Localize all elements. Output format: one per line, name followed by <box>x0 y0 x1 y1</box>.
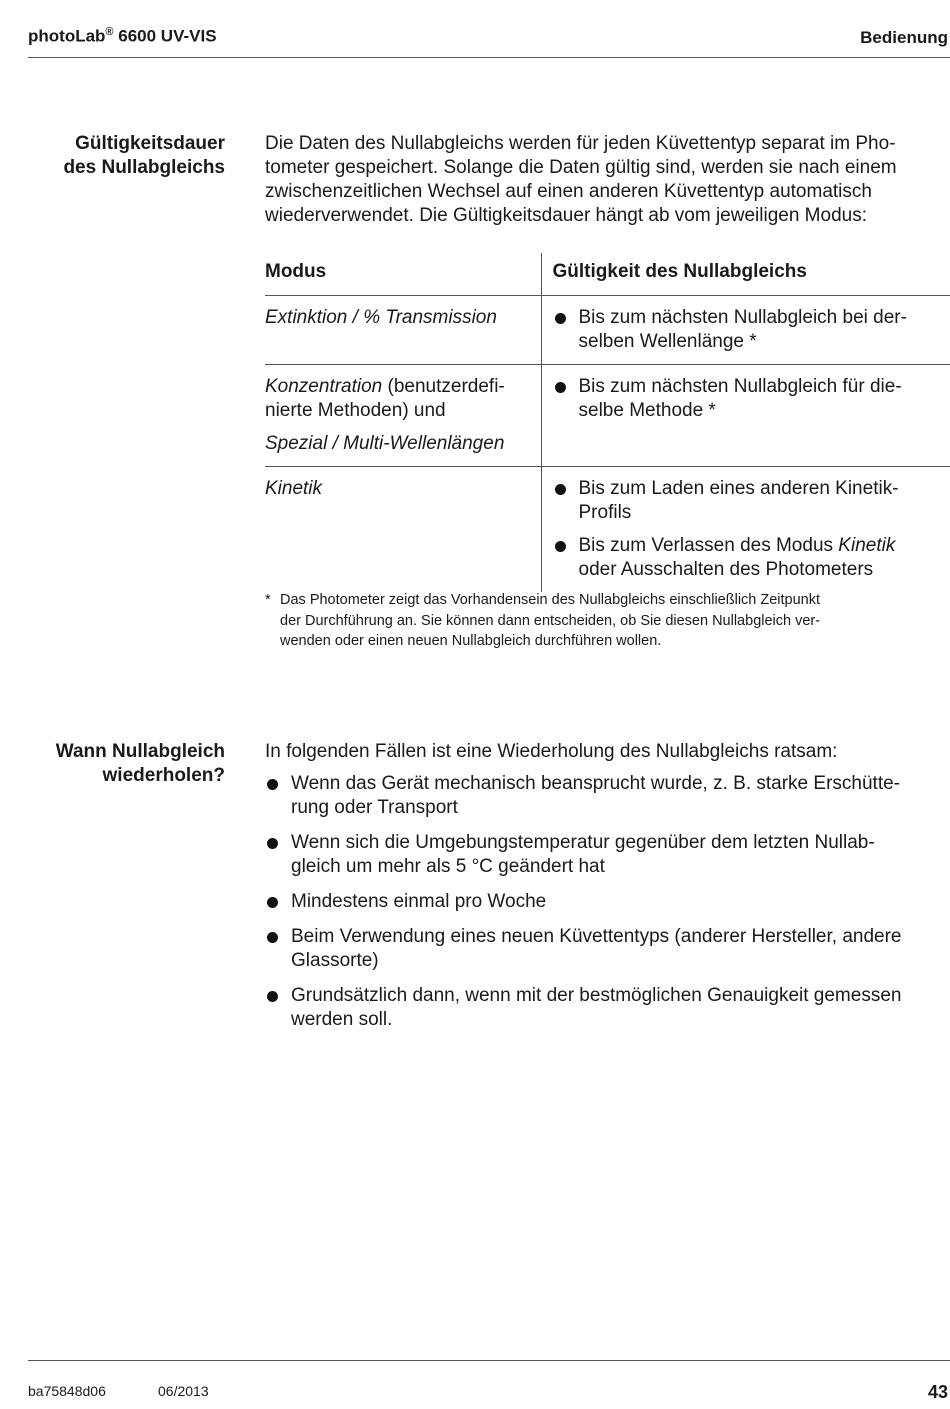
table-row <box>265 365 950 467</box>
bullet-text: Bis zum Verlassen des Modus <box>578 535 839 556</box>
intro-line: wiederverwendet. Die Gültigkeitsdauer hängt ab vom jeweiligen Modus: <box>265 205 867 226</box>
bullet-text-line: oder Ausschalten des Photometers <box>578 559 874 580</box>
validity-cell <box>541 467 950 593</box>
bullet-item <box>553 534 950 582</box>
bullet-text-line: Bis zum nächsten Nullabgleich bei der- <box>578 307 907 328</box>
bullet-text-line: Bis zum nächsten Nullabgleich für die- <box>578 376 902 397</box>
intro-line: Die Daten des Nullabgleichs werden für jeden Küvettentyp separat im Pho- <box>265 133 896 154</box>
section2-intro: In folgenden Fällen ist eine Wiederholung des Nullabgleichs ratsam: <box>265 741 838 762</box>
section2-side-heading <box>56 740 225 788</box>
section2-heading-line1: Wann Nullabgleich <box>55 741 225 762</box>
bullet-item <box>553 306 950 354</box>
list-item <box>265 772 950 820</box>
section1-side-heading <box>63 132 225 180</box>
list-item <box>265 925 950 973</box>
footnote-mark: * <box>265 592 271 608</box>
validity-cell <box>541 296 950 365</box>
list-item-line: Glassorte) <box>291 950 379 971</box>
footnote <box>265 590 925 652</box>
validity-cell <box>541 365 950 467</box>
mode-name: Kinetik <box>838 535 896 556</box>
col-header-mode: Modus <box>265 253 541 296</box>
running-header-product <box>28 26 217 47</box>
bullet-text-line: Profils <box>578 502 632 523</box>
footer-rule <box>28 1360 950 1361</box>
registered-mark: ® <box>105 26 114 38</box>
running-header-section: Bedienung <box>860 28 948 47</box>
footnote-text <box>280 590 925 652</box>
footnote-line: wenden oder einen neuen Nullabgleich durchführen wollen. <box>280 633 662 649</box>
mode-cell <box>265 365 541 467</box>
col-header-validity: Gültigkeit des Nullabgleichs <box>541 253 950 296</box>
product-name: photoLab <box>28 26 106 46</box>
repeat-conditions-list <box>265 772 950 1032</box>
header-rule <box>28 57 950 58</box>
footnote-line: der Durchführung an. Sie können dann entscheiden, ob Sie diesen Nullabgleich ver- <box>280 612 821 629</box>
bullet-text-line: selben Wellenlänge * <box>578 331 757 352</box>
table-header-row <box>265 253 950 296</box>
list-item-line: Wenn das Gerät mechanisch beansprucht wurde, z. B. starke Erschütte- <box>291 773 900 794</box>
bullet-text-line <box>579 534 950 558</box>
list-item-line: rung oder Transport <box>291 797 458 818</box>
page-number: 43 <box>927 1382 948 1402</box>
list-item-line: werden soll. <box>291 1009 393 1030</box>
section1-intro-paragraph <box>265 132 950 228</box>
list-item-line: Mindestens einmal pro Woche <box>291 891 547 912</box>
mode-name: Kinetik <box>265 478 323 499</box>
mode-line <box>265 375 533 399</box>
bullet-text-line: Bis zum Laden eines anderen Kinetik- <box>578 478 899 499</box>
footer-doc-id: ba75848d06 <box>28 1383 106 1399</box>
list-item <box>265 984 950 1032</box>
mode-cell <box>265 467 541 593</box>
product-model: 6600 UV-VIS <box>118 26 217 46</box>
table-row <box>265 296 950 365</box>
mode-name: Konzentration <box>265 376 383 397</box>
section1-heading-line2: des Nullabgleichs <box>63 157 225 178</box>
footer-date: 06/2013 <box>158 1383 209 1399</box>
bullet-item <box>553 477 950 525</box>
list-item-line: Beim Verwendung eines neuen Küvettentyps (anderer Hersteller, andere <box>291 926 902 947</box>
mode-note: nierte Methoden) und <box>265 400 446 421</box>
section2-heading-line2: wiederholen? <box>102 765 225 786</box>
validity-table <box>265 253 950 592</box>
list-item <box>265 831 950 879</box>
mode-cell <box>265 296 541 365</box>
mode-name: Spezial / Multi-Wellenlängen <box>265 433 505 454</box>
mode-line <box>265 432 533 456</box>
list-item <box>265 890 950 914</box>
table-row <box>265 467 950 593</box>
list-item-line: Grundsätzlich dann, wenn mit der bestmöglichen Genauigkeit gemessen <box>291 985 902 1006</box>
mode-note: (benutzerdefi- <box>382 376 505 397</box>
intro-line: tometer gespeichert. Solange die Daten gültig sind, werden sie nach einem <box>265 157 897 178</box>
intro-line: zwischenzeitlichen Wechsel auf einen anderen Küvettentyp automatisch <box>265 181 872 202</box>
footnote-line: Das Photometer zeigt das Vorhandensein des Nullabgleichs einschließlich Zeitpunkt <box>280 592 821 608</box>
list-item-line: Wenn sich die Umgebungstemperatur gegenüber dem letzten Nullab- <box>291 832 875 853</box>
list-item-line: gleich um mehr als 5 °C geändert hat <box>291 856 605 877</box>
bullet-item <box>553 375 950 423</box>
bullet-text-line: selbe Methode * <box>578 400 716 421</box>
mode-name: Extinktion / % Transmission <box>265 307 497 328</box>
section1-heading-line1: Gültigkeitsdauer <box>75 133 225 154</box>
